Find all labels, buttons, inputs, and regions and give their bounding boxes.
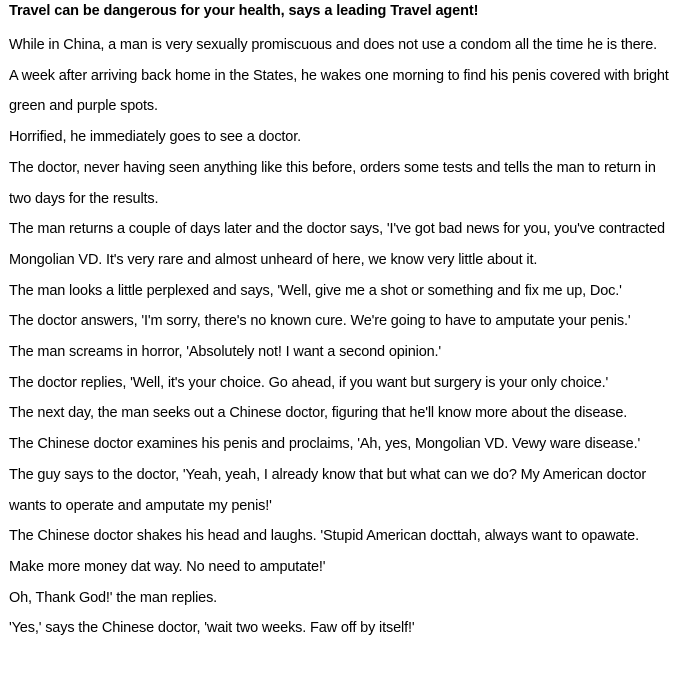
paragraph: The man screams in horror, 'Absolutely not! I want a second opinion.' [9,344,442,361]
paragraph: The man returns a couple of days later and the doctor says, 'I've got bad news for you, you've contracted Mongolian VD. It's very rare and almost unheard of here, we know very little about it. [9,221,665,268]
paragraph: The Chinese doctor shakes his head and laughs. 'Stupid American docttah, always want to opawate. Make more money dat way. No need to amputate!' [9,528,639,575]
paragraph: The Chinese doctor examines his penis and proclaims, 'Ah, yes, Mongolian VD. Vewy ware disease.' [9,436,641,453]
paragraph: The next day, the man seeks out a Chinese doctor, figuring that he'll know more about the disease. [9,405,628,422]
paragraph: A week after arriving back home in the States, he wakes one morning to find his penis covered with bright green and purple spots. [9,67,669,115]
paragraph: 'Yes,' says the Chinese doctor, 'wait two weeks. Faw off by itself!' [9,620,415,637]
paragraph: The doctor answers, 'I'm sorry, there's no known cure. We're going to have to amputate your penis.' [9,313,631,330]
paragraph: Oh, Thank God!' the man replies. [9,589,218,606]
document-body [9,30,676,644]
paragraph: While in China, a man is very sexually promiscuous and does not use a condom all the time he is there. [9,37,658,53]
paragraph: Horrified, he immediately goes to see a doctor. [9,129,301,146]
document-title: Travel can be dangerous for your health, says a leading Travel agent! [9,3,479,19]
paragraph: The guy says to the doctor, 'Yeah, yeah, I already know that but what can we do? My American doctor wants to operate and amputate my penis!' [9,466,647,514]
paragraph: The doctor, never having seen anything like this before, orders some tests and tells the man to return in two days for the results. [9,159,656,207]
paragraph: The man looks a little perplexed and says, 'Well, give me a shot or something and fix me up, Doc.' [9,282,622,299]
paragraph: The doctor replies, 'Well, it's your choice. Go ahead, if you want but surgery is your only choice.' [9,374,609,391]
